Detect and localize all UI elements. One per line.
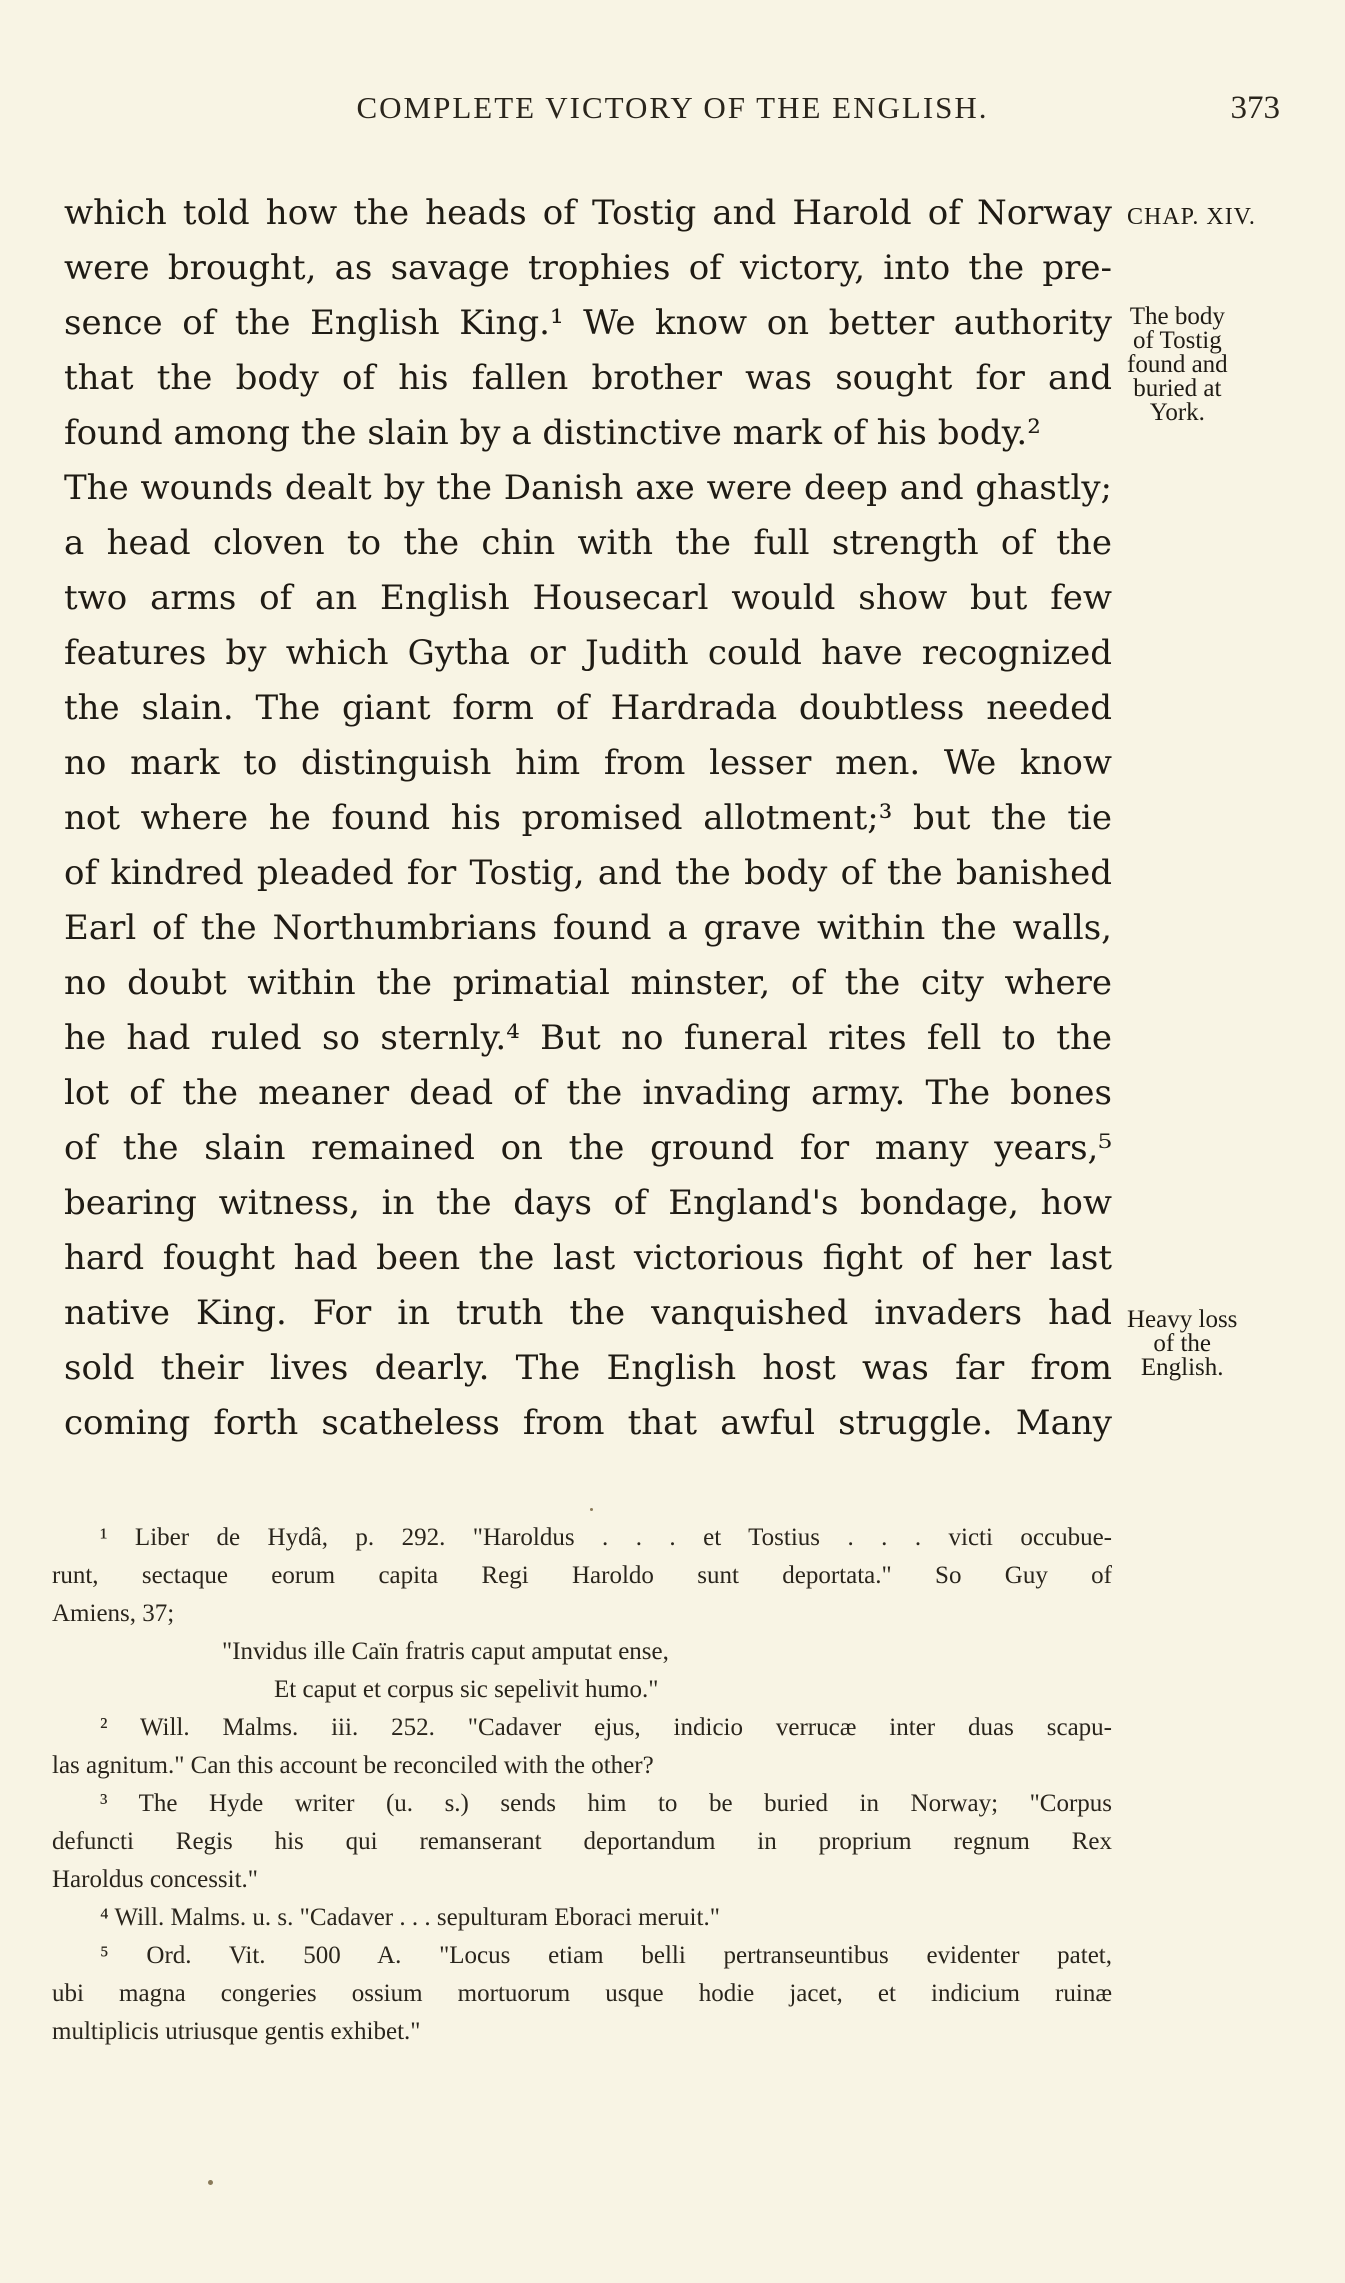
- footnote-line: defuncti Regis his qui remanserant deportandum in proprium regnum Rex: [52, 1828, 1112, 1855]
- sidenote-line: found and: [1127, 351, 1228, 378]
- sidenote-body-of-tostig: [1127, 305, 1228, 425]
- text-line: two arms of an English Housecarl would show but few: [64, 578, 1112, 618]
- text-line: he had ruled so sternly.⁴ But no funeral rites fell to the: [64, 1018, 1112, 1058]
- sidenote-line: York.: [1149, 399, 1205, 426]
- text-line: lot of the meaner dead of the invading army. The bones: [64, 1073, 1112, 1113]
- footnote-line: Haroldus concessit.": [52, 1866, 258, 1893]
- page-header: [0, 90, 1345, 140]
- sidenote-heavy-loss: [1127, 1308, 1237, 1380]
- text-line: which told how the heads of Tostig and Harold of Norway: [64, 193, 1112, 233]
- sidenote-line: of Tostig: [1132, 327, 1222, 354]
- text-line: were brought, as savage trophies of victory, into the pre-: [64, 248, 1112, 288]
- text-line: not where he found his promised allotment;³ but the tie: [64, 798, 1112, 838]
- text-line: of the slain remained on the ground for many years,⁵: [64, 1128, 1112, 1168]
- sidenote-line: buried at: [1133, 375, 1222, 402]
- footnote-verse-line: "Invidus ille Caïn fratris caput amputat ense,: [222, 1638, 669, 1665]
- text-line: sence of the English King.¹ We know on better authority: [64, 303, 1112, 343]
- text-line: no mark to distinguish him from lesser men. We know: [64, 743, 1112, 783]
- text-line: the slain. The giant form of Hardrada doubtless needed: [64, 688, 1112, 728]
- footnote-line: ⁵ Ord. Vit. 500 A. "Locus etiam belli pertranseuntibus evidenter patet,: [100, 1942, 1112, 1969]
- footnote-verse-line: Et caput et corpus sic sepelivit humo.": [274, 1676, 659, 1703]
- sidenote-line: English.: [1140, 1354, 1224, 1381]
- text-line: of kindred pleaded for Tostig, and the body of the banished: [64, 853, 1112, 893]
- footnote-line: ² Will. Malms. iii. 252. "Cadaver ejus, indicio verrucæ inter duas scapu-: [100, 1714, 1112, 1741]
- paper-speck: [208, 2180, 213, 2185]
- text-line: found among the slain by a distinctive mark of his body.²: [64, 413, 1041, 453]
- text-line: that the body of his fallen brother was sought for and: [64, 358, 1112, 398]
- text-line: no doubt within the primatial minster, of the city where: [64, 963, 1112, 1003]
- main-text: [64, 186, 1112, 1451]
- page-number: 373: [1230, 90, 1280, 126]
- running-head: COMPLETE VICTORY OF THE ENGLISH.: [356, 90, 989, 125]
- text-line: Earl of the Northumbrians found a grave within the walls,: [64, 908, 1112, 948]
- footnote-line: ¹ Liber de Hydâ, p. 292. "Haroldus . . . et Tostius . . . victi occubue-: [100, 1524, 1112, 1551]
- text-line: sold their lives dearly. The English host was far from: [64, 1348, 1112, 1388]
- text-line: The wounds dealt by the Danish axe were deep and ghastly;: [64, 468, 1112, 508]
- footnote-line: multiplicis utriusque gentis exhibet.": [52, 2018, 421, 2045]
- sidenote-line: The body: [1129, 303, 1225, 330]
- footnote-line: ⁴ Will. Malms. u. s. "Cadaver . . . sepulturam Eboraci meruit.": [100, 1904, 720, 1931]
- text-line: a head cloven to the chin with the full strength of the: [64, 523, 1112, 563]
- footnote-line: runt, sectaque eorum capita Regi Haroldo sunt deportata." So Guy of: [52, 1562, 1112, 1589]
- footnote-line: las agnitum." Can this account be reconciled with the other?: [52, 1752, 654, 1779]
- text-line: features by which Gytha or Judith could have recognized: [64, 633, 1112, 673]
- paper-speck: [590, 1508, 593, 1511]
- text-line: hard fought had been the last victorious fight of her last: [64, 1238, 1112, 1278]
- text-line: bearing witness, in the days of England's bondage, how: [64, 1183, 1112, 1223]
- footnote-line: Amiens, 37;: [52, 1600, 175, 1627]
- footnote-line: ³ The Hyde writer (u. s.) sends him to be buried in Norway; "Corpus: [100, 1790, 1112, 1817]
- sidenote-line: of the: [1153, 1330, 1212, 1357]
- text-line: coming forth scatheless from that awful struggle. Many: [64, 1403, 1112, 1443]
- sidenote-line: Heavy loss: [1127, 1306, 1238, 1333]
- text-line: native King. For in truth the vanquished invaders had: [64, 1293, 1112, 1333]
- chapter-marker: CHAP. XIV.: [1127, 204, 1256, 230]
- footnotes: [52, 1519, 1112, 2051]
- footnote-line: ubi magna congeries ossium mortuorum usque hodie jacet, et indicium ruinæ: [52, 1980, 1112, 2007]
